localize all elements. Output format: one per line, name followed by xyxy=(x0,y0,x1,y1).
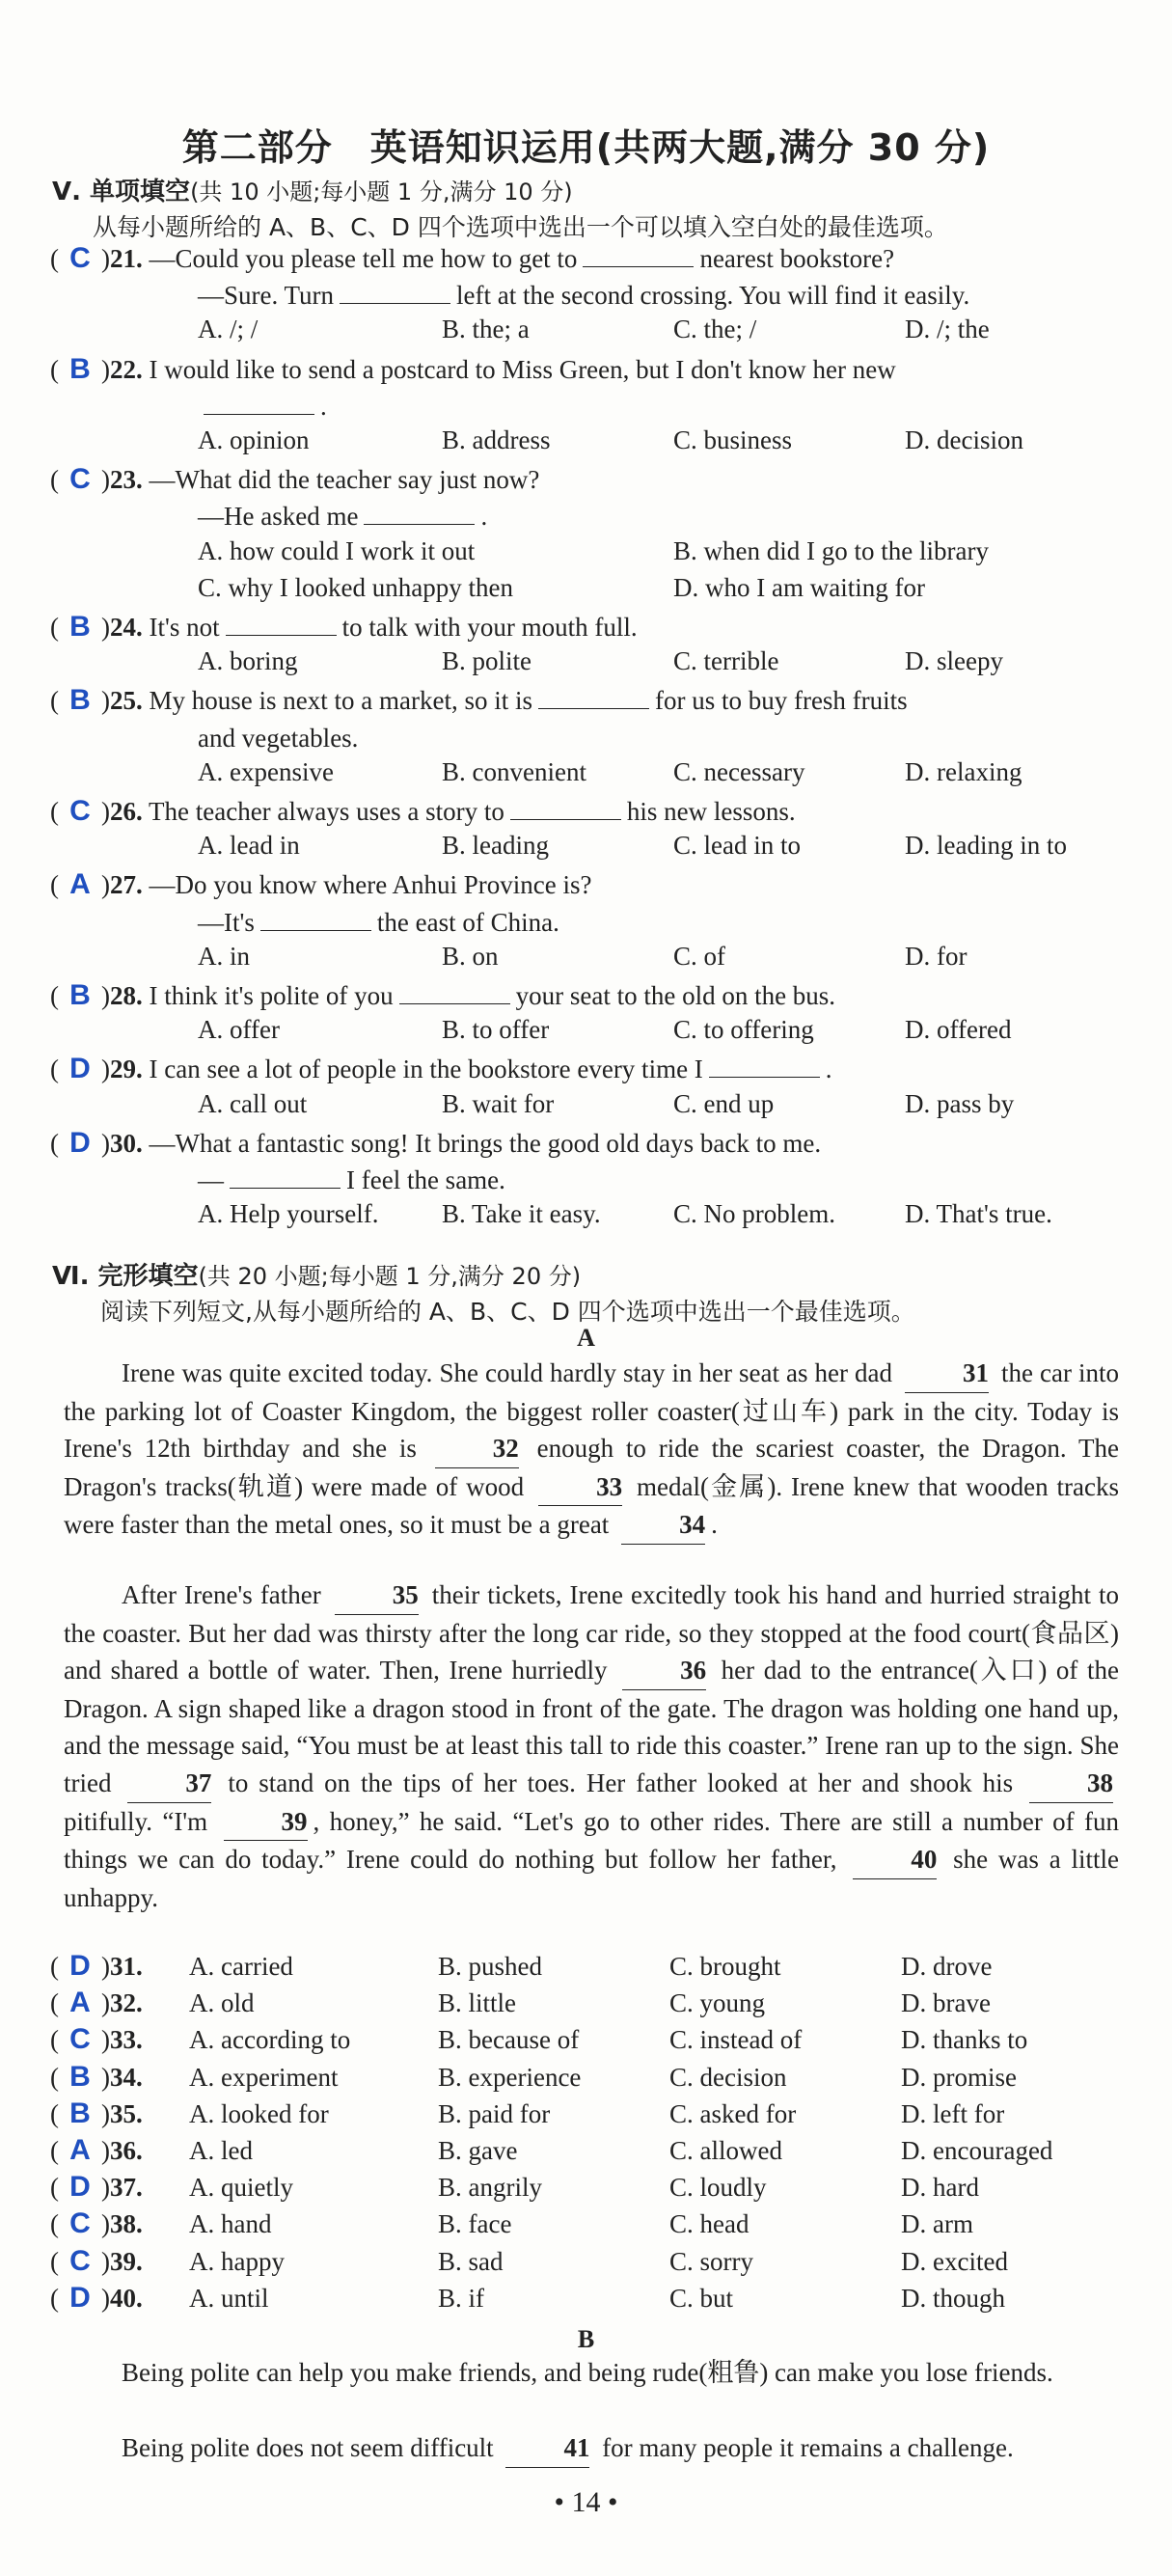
blank-41: 41 xyxy=(505,2429,589,2468)
question-line-2: —Sure. Turn left at the second crossing. You will find it easily. xyxy=(198,281,970,311)
option-c: C. necessary xyxy=(673,756,805,786)
answer-mark: B xyxy=(69,352,91,385)
question-27: ( A )27. —Do you know where Anhui Province is? xyxy=(50,868,592,901)
option-d: D. promise xyxy=(901,2062,1017,2092)
option-a: A. carried xyxy=(189,1952,293,1981)
option-d: D. pass by xyxy=(905,1088,1015,1118)
answer-mark: C xyxy=(69,795,91,827)
option-a: A. opinion xyxy=(198,425,310,454)
passage-a-paragraph-1: Irene was quite excited today. She could hardly stay in her seat as her dad 31 the car into the parking lot of Coaster Kingdom, the biggest roller coaster(过山车) park in the city. Today is Irene's 12th birthday and she is 32 enough to ride the scariest coaster, the Dragon. The Dragon's tracks(轨道) were made of wood 33 medal(金属). Irene knew that wooden tracks were faster than the metal ones, so it must be a great 34 . xyxy=(64,1355,1119,1545)
option-c: C. of xyxy=(673,941,725,971)
cloze-question-38: ( C )38. xyxy=(50,2207,143,2240)
question-21: ( C )21. —Could you please tell me how to get to nearest bookstore? xyxy=(50,242,895,274)
option-a: A. looked for xyxy=(189,2098,329,2128)
option-c: C. loudly xyxy=(669,2173,767,2203)
option-d: D. /; the xyxy=(905,315,990,344)
option-a: A. /; / xyxy=(198,315,259,344)
option-c: C. business xyxy=(673,425,793,454)
blank-40: 40 xyxy=(853,1841,937,1879)
option-d: D. though xyxy=(901,2283,1005,2313)
question-25: ( B )25. My house is next to a market, so it is for us to buy fresh fruits xyxy=(50,684,908,717)
option-c: C. No problem. xyxy=(673,1199,835,1229)
option-b: B. angrily xyxy=(438,2173,542,2203)
answer-mark: D xyxy=(69,2171,91,2204)
question-line-2: —He asked me . xyxy=(198,502,488,532)
option-d: D. offered xyxy=(905,1015,1012,1045)
answer-mark: C xyxy=(69,2244,91,2277)
option-d: D. for xyxy=(905,941,968,971)
option-b: B. sad xyxy=(438,2246,504,2276)
blank-32: 32 xyxy=(435,1430,519,1468)
question-29: ( D )29. I can see a lot of people in the bookstore every time I . xyxy=(50,1053,832,1085)
option-b: B. polite xyxy=(442,646,531,676)
answer-blank xyxy=(510,796,621,820)
question-line-2: — I feel the same. xyxy=(198,1165,505,1194)
answer-mark: D xyxy=(69,1053,91,1085)
option-d: D. left for xyxy=(901,2098,1005,2128)
answer-mark: B xyxy=(69,979,91,1011)
answer-mark: D xyxy=(69,2281,91,2314)
section-5-heading: Ⅴ. 单项填空(共 10 小题;每小题 1 分,满分 10 分) xyxy=(52,178,573,206)
answer-blank xyxy=(226,612,337,636)
cloze-question-33: ( C )33. xyxy=(50,2023,143,2056)
passage-a-paragraph-2: After Irene's father 35 their tickets, Irene excitedly took his hand and hurried straight to the coaster. But her dad was thirsty after the long car ride, so they stopped at the food court(食品区) and shared a bottle of water. Then, Irene hurriedly 36 her dad to the entrance(入口) of the Dragon. A sign shaped like a dragon stood in front of the gate. The dragon was holding one hand up, and the message said, “You must be at least this tall to ride this coaster.” Irene ran up to the sign. She tried 37 to stand on the tips of her toes. Her father looked at her and shook his 38 pitifully. “I'm 39 , honey,” he said. “Let's go to other rides. There are still a number of fun things we can do today.” Irene could do nothing but follow her father, 40 she was a little unhappy. xyxy=(64,1576,1119,1916)
answer-mark: C xyxy=(69,242,91,274)
question-23: ( C )23. —What did the teacher say just now? xyxy=(50,463,540,496)
answer-mark: C xyxy=(69,463,91,496)
answer-mark: A xyxy=(69,2134,91,2166)
passage-b-label: B xyxy=(577,2325,595,2353)
option-a: A. call out xyxy=(198,1088,308,1118)
answer-blank xyxy=(583,243,694,267)
passage-b-paragraph-2: Being polite does not seem difficult 41 for many people it remains a challenge. xyxy=(64,2429,1119,2468)
option-b: B. on xyxy=(442,941,499,971)
blank-35: 35 xyxy=(335,1576,419,1615)
option-b: B. experience xyxy=(438,2062,582,2092)
option-d: D. relaxing xyxy=(905,756,1022,786)
cloze-question-37: ( D )37. xyxy=(50,2171,143,2204)
answer-blank xyxy=(364,501,475,525)
option-a: A. in xyxy=(198,941,250,971)
option-c: C. instead of xyxy=(669,2025,803,2055)
question-26: ( C )26. The teacher always uses a story to his new lessons. xyxy=(50,795,796,827)
answer-mark: B xyxy=(69,684,91,717)
option-c: C. young xyxy=(669,1988,766,2018)
answer-mark: C xyxy=(69,2023,91,2056)
question-line-2: . xyxy=(198,389,327,424)
option-b: B. address xyxy=(442,425,551,454)
option-c: C. but xyxy=(669,2283,734,2313)
option-d: D. sleepy xyxy=(905,646,1003,676)
option-a: A. until xyxy=(189,2283,269,2313)
cloze-question-32: ( A )32. xyxy=(50,1987,143,2019)
option-d: D. hard xyxy=(901,2173,979,2203)
option-c: C. head xyxy=(669,2209,750,2239)
answer-blank xyxy=(260,907,371,931)
option-b: B. the; a xyxy=(442,315,530,344)
option-a: A. happy xyxy=(189,2246,285,2276)
question-line-2: —It's the east of China. xyxy=(198,907,559,937)
option-a: A. offer xyxy=(198,1015,280,1045)
answer-mark: B xyxy=(69,611,91,643)
question-line-2: and vegetables. xyxy=(198,723,359,753)
answer-blank xyxy=(230,1165,341,1189)
option-d: D. leading in to xyxy=(905,831,1067,861)
option-d: D. That's true. xyxy=(905,1199,1052,1229)
option-b: B. gave xyxy=(438,2136,518,2165)
part-title: 第二部分 英语知识运用(共两大题,满分 30 分) xyxy=(181,126,991,169)
answer-mark: B xyxy=(69,2096,91,2129)
option-a: A. how could I work it out xyxy=(198,535,476,565)
option-b: B. paid for xyxy=(438,2098,551,2128)
blank-37: 37 xyxy=(127,1765,211,1803)
option-d: D. drove xyxy=(901,1952,993,1981)
answer-mark: D xyxy=(69,1126,91,1159)
option-d: D. decision xyxy=(905,425,1023,454)
cloze-question-31: ( D )31. xyxy=(50,1950,143,1982)
question-22: ( B )22. I would like to send a postcard to Miss Green, but I don't know her new xyxy=(50,352,896,385)
option-c: C. the; / xyxy=(673,315,757,344)
answer-mark: A xyxy=(69,1987,91,2019)
option-c: C. asked for xyxy=(669,2098,797,2128)
option-a: A. expensive xyxy=(198,756,334,786)
option-c: C. allowed xyxy=(669,2136,782,2165)
passage-a-label: A xyxy=(577,1324,595,1352)
answer-blank xyxy=(538,685,649,709)
option-c: C. to offering xyxy=(673,1015,814,1045)
option-d: D. who I am waiting for xyxy=(673,572,925,602)
section-6-heading: Ⅵ. 完形填空(共 20 小题;每小题 1 分,满分 20 分) xyxy=(52,1262,582,1291)
option-c: C. terrible xyxy=(673,646,779,676)
blank-36: 36 xyxy=(622,1652,706,1690)
option-d: D. arm xyxy=(901,2209,973,2239)
option-a: A. hand xyxy=(189,2209,272,2239)
option-c: C. end up xyxy=(673,1088,775,1118)
answer-blank xyxy=(204,391,314,415)
option-d: D. encouraged xyxy=(901,2136,1053,2165)
cloze-question-34: ( B )34. xyxy=(50,2060,143,2093)
option-d: D. brave xyxy=(901,1988,991,2018)
question-30: ( D )30. —What a fantastic song! It brings the good old days back to me. xyxy=(50,1126,822,1159)
option-c: C. brought xyxy=(669,1952,781,1981)
option-a: A. according to xyxy=(189,2025,351,2055)
option-b: B. Take it easy. xyxy=(442,1199,601,1229)
option-a: A. led xyxy=(189,2136,253,2165)
page-number: • 14 • xyxy=(554,2486,618,2518)
answer-blank xyxy=(340,280,450,304)
option-a: A. boring xyxy=(198,646,298,676)
option-d: D. excited xyxy=(901,2246,1008,2276)
option-b: B. if xyxy=(438,2283,485,2313)
option-a: A. Help yourself. xyxy=(198,1199,379,1229)
option-b: B. face xyxy=(438,2209,512,2239)
question-24: ( B )24. It's not to talk with your mouth full. xyxy=(50,611,638,643)
option-a: A. old xyxy=(189,1988,255,2018)
option-b: B. leading xyxy=(442,831,549,861)
blank-34: 34 xyxy=(621,1506,705,1545)
answer-mark: C xyxy=(69,2207,91,2240)
blank-31: 31 xyxy=(905,1355,989,1393)
answer-blank xyxy=(709,1054,820,1078)
answer-mark: D xyxy=(69,1950,91,1982)
option-c: C. lead in to xyxy=(673,831,801,861)
answer-mark: A xyxy=(69,868,91,901)
option-b: B. because of xyxy=(438,2025,580,2055)
option-d: D. thanks to xyxy=(901,2025,1028,2055)
section-5-instruction: 从每小题所给的 A、B、C、D 四个选项中选出一个可以填入空白处的最佳选项。 xyxy=(93,213,948,241)
cloze-question-35: ( B )35. xyxy=(50,2096,143,2129)
section-6-instruction: 阅读下列短文,从每小题所给的 A、B、C、D 四个选项中选出一个最佳选项。 xyxy=(100,1298,915,1326)
option-b: B. little xyxy=(438,1988,516,2018)
option-a: A. quietly xyxy=(189,2173,293,2203)
option-b: B. wait for xyxy=(442,1088,555,1118)
cloze-question-36: ( A )36. xyxy=(50,2134,143,2166)
cloze-question-40: ( D )40. xyxy=(50,2281,143,2314)
option-b: B. when did I go to the library xyxy=(673,535,989,565)
option-c: C. why I looked unhappy then xyxy=(198,572,513,602)
blank-38: 38 xyxy=(1029,1765,1113,1803)
answer-blank xyxy=(399,980,510,1004)
cloze-question-39: ( C )39. xyxy=(50,2244,143,2277)
blank-39: 39 xyxy=(224,1803,308,1842)
option-c: C. sorry xyxy=(669,2246,753,2276)
question-28: ( B )28. I think it's polite of you your seat to the old on the bus. xyxy=(50,979,836,1011)
option-c: C. decision xyxy=(669,2062,787,2092)
option-b: B. pushed xyxy=(438,1952,542,1981)
blank-33: 33 xyxy=(538,1468,622,1507)
option-a: A. experiment xyxy=(189,2062,339,2092)
answer-mark: B xyxy=(69,2060,91,2093)
option-b: B. to offer xyxy=(442,1015,550,1045)
option-a: A. lead in xyxy=(198,831,300,861)
option-b: B. convenient xyxy=(442,756,586,786)
passage-b-paragraph-1: Being polite can help you make friends, and being rude(粗鲁) can make you lose friends. xyxy=(122,2358,1053,2387)
